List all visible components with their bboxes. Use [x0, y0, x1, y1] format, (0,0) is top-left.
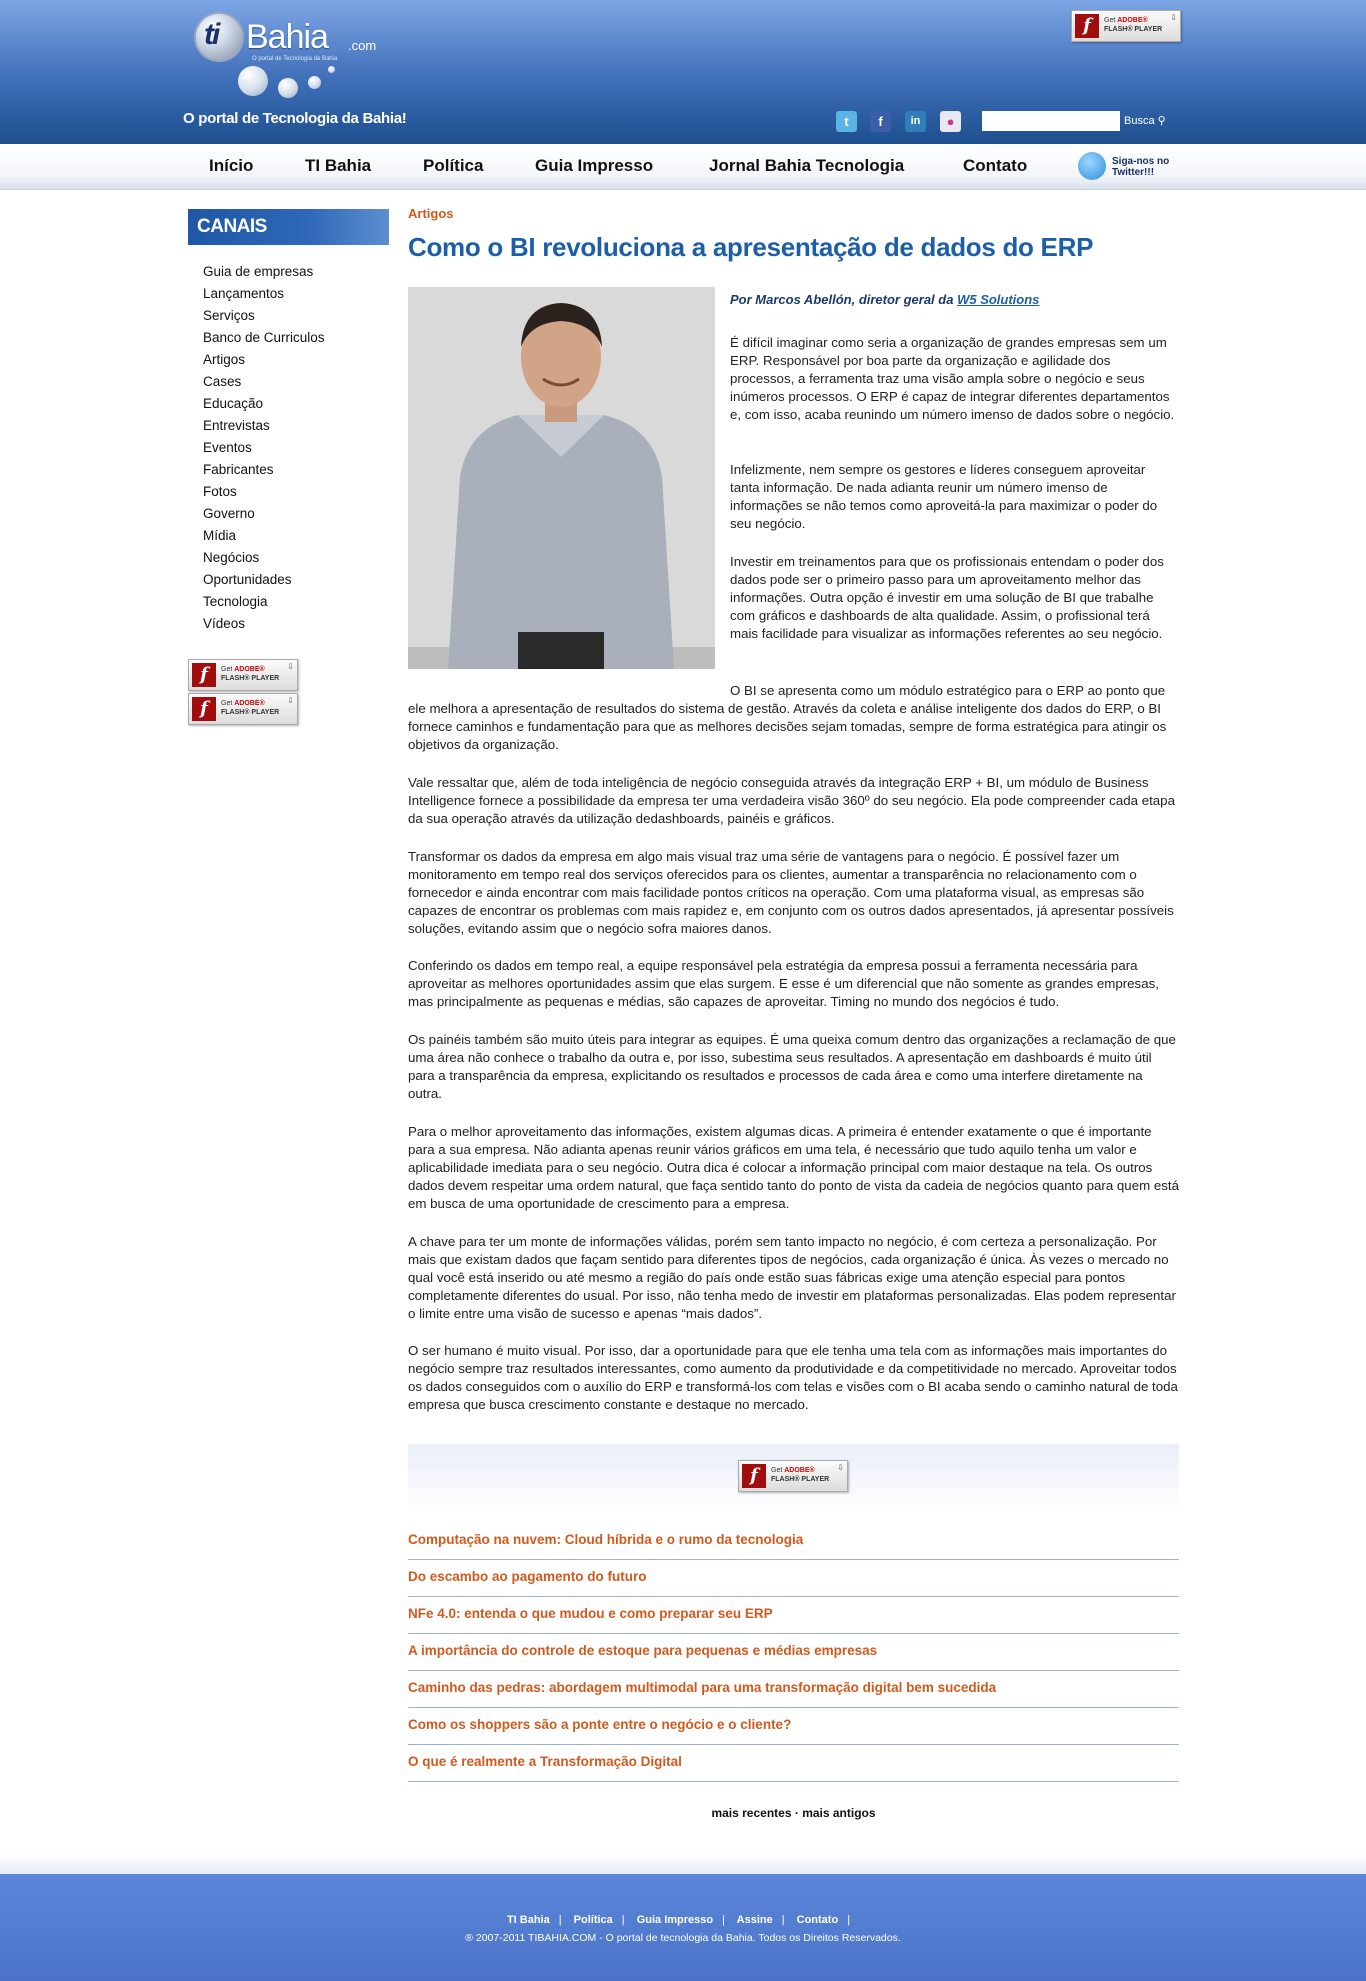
channel-list: [188, 261, 389, 635]
flash-get-label: Get: [771, 1467, 785, 1474]
footer-link-divider: |: [781, 1914, 785, 1926]
flash-player-badge-header[interactable]: [1071, 10, 1181, 42]
article-paragraph: Os painéis também são muito úteis para integrar as equipes. É uma queixa comum dentro das organizações a reclamação de que uma área não conhece o trabalho da outra e, por isso, subestima seus resultados. A apresentação em dashboards é muito útil para a transparência da empresa, explicitando os resultados e processos de cada área e como uma interfere diretamente na outra.: [408, 1032, 1176, 1101]
article-main: [408, 206, 1179, 1820]
channel-item-eventos[interactable]: Eventos: [203, 440, 252, 455]
author-company-link[interactable]: W5 Solutions: [957, 292, 1040, 307]
flash-player-badge-sidebar-2[interactable]: [188, 693, 298, 725]
footer-link-contato[interactable]: Contato: [796, 1914, 839, 1926]
related-article-link[interactable]: Caminho das pedras: abordagem multimodal para uma transformação digital bem sucedida: [408, 1671, 1179, 1708]
flash-icon: f: [192, 663, 216, 687]
channel-item-cases[interactable]: Cases: [203, 374, 242, 389]
footer-link-divider: |: [558, 1914, 562, 1926]
channel-item-banco-de-curriculos[interactable]: Banco de Curriculos: [203, 330, 325, 345]
footer-separator: [0, 1854, 1366, 1874]
channel-item-artigos[interactable]: Artigos: [203, 352, 246, 367]
sidebar-title: CANAIS: [188, 209, 389, 245]
footer-links: [0, 1914, 1366, 1926]
flash-text-line1: [221, 700, 265, 707]
flash-icon: f: [742, 1464, 766, 1488]
search-button-label: Busca: [1124, 115, 1155, 127]
flash-brand: ADOBE®: [784, 1467, 815, 1474]
download-arrow-icon: ⇩: [1170, 13, 1177, 22]
flash-brand: ADOBE®: [1117, 17, 1148, 24]
related-article-link[interactable]: Como os shoppers são a ponte entre o negócio e o cliente?: [408, 1708, 1179, 1745]
article-paragraph: Transformar os dados da empresa em algo mais visual traz uma série de vantagens para o negócio. É possível fazer um monitoramento em tempo real dos serviços oferecidos para os clientes, aumentar a transparência no relacionamento com o fornecedor e ainda encontrar com mais facilidade pontos críticos na operação. Com uma plataforma visual, as empresas são capazes de encontrar os problemas com mais rapidez e, em conjunto com os outros dados apresentados, já apresentar possíveis soluções, evitando assim que o negócio sofra maiores danos.: [408, 849, 1174, 936]
channel-item-fabricantes[interactable]: Fabricantes: [203, 462, 274, 477]
footer-link-politica[interactable]: Política: [573, 1914, 613, 1926]
article-paragraph: Infelizmente, nem sempre os gestores e líderes conseguem aproveitar tanta informação. De nada adianta reunir um número imenso de informações se não temos como aproveitá-la para maximizar o poder do seu negócio.: [730, 462, 1158, 531]
logo-bubble-tiny: [328, 66, 335, 73]
byline-prefix: Por Marcos Abellón, diretor geral da: [730, 292, 958, 307]
flash-text-line2: FLASH® PLAYER: [1104, 26, 1163, 33]
flash-text-line2: FLASH® PLAYER: [221, 709, 280, 716]
footer-link-ti-bahia[interactable]: TI Bahia: [506, 1914, 550, 1926]
logo-bahia: Bahia: [246, 18, 328, 56]
twitter-follow-label: Siga-nos no Twitter!!!: [1112, 156, 1170, 178]
main-nav: [0, 144, 1366, 190]
article-paragraph: Para o melhor aproveitamento das informações, existem algumas dicas. A primeira é entender exatamente o que é importante para a sua empresa. Não adianta apenas reunir vários gráficos em uma tela, é necessário que tudo aquilo tenha um valor e aplicabilidade imediata para o seu negócio. Outra dica é colocar a informação principal com maior destaque na tela. Os outros dados devem respeitar uma ordem natural, que faça sentido tanto do ponto de vista da cadeia de negócios quanto para quem está em busca de uma oportunidade de crescimento para a empresa.: [408, 1124, 1179, 1211]
logo-dotcom: .com: [348, 38, 377, 53]
search-icon: ⚲: [1157, 115, 1166, 127]
older-posts-link[interactable]: mais antigos: [802, 1806, 876, 1820]
logo-bubble-medium: [278, 78, 298, 98]
related-article-link[interactable]: Computação na nuvem: Cloud híbrida e o rumo da tecnologia: [408, 1523, 1179, 1560]
search-button[interactable]: [1124, 111, 1182, 132]
flash-text-line2: FLASH® PLAYER: [221, 675, 280, 682]
nav-item-politica[interactable]: Política: [423, 156, 484, 175]
flash-brand: ADOBE®: [234, 700, 265, 707]
flash-text-line1: [1104, 17, 1148, 24]
flash-get-label: Get: [221, 666, 235, 673]
download-arrow-icon: ⇩: [837, 1463, 844, 1472]
site-header: [0, 0, 1366, 144]
footer-link-assine[interactable]: Assine: [736, 1914, 773, 1926]
author-photo-illustration: [408, 287, 715, 669]
twitter-icon[interactable]: t: [836, 111, 857, 132]
article-paragraph: Investir em treinamentos para que os profissionais entendam o poder dos dados pode ser o primeiro passo para um aproveitamento melhor das informações. Outra opção é investir em uma solução de BI que trabalhe com gráficos e dashboards de alta qualidade. Assim, o profissional terá mais facilidade para visualizar as informações referentes ao seu negócio.: [730, 554, 1164, 641]
pager-separator: ·: [791, 1806, 803, 1820]
download-arrow-icon: ⇩: [287, 662, 294, 671]
twitter-follow-button[interactable]: [1078, 148, 1178, 186]
logo-bubble-large: [238, 66, 268, 96]
logo-ti: ti: [204, 18, 219, 51]
article-paragraph: Conferindo os dados em tempo real, a equipe responsável pela estratégia da empresa possui a ferramenta necessária para aproveitar as melhores oportunidades assim que elas surgem. E esse é um diferencial que não somente as grandes empresas, mas principalmente as pequenas e médias, são capazes de aproveitar. Timing no mundo dos negócios é tudo.: [408, 958, 1159, 1009]
author-photo: [408, 287, 715, 669]
article-paragraph: Vale ressaltar que, além de toda inteligência de negócio conseguida através da integração ERP + BI, um módulo de Business Intelligence fornece a possibilidade da empresa ter uma verdadeira visão 360º do seu negócio. Ela pode compreender cada etapa da sua operação através da utilização dedashboards, painéis e gráficos.: [408, 775, 1175, 826]
footer-link-divider: |: [847, 1914, 851, 1926]
pagination: [408, 1806, 1179, 1820]
article-title: Como o BI revoluciona a apresentação de dados do ERP: [408, 232, 1094, 262]
newer-posts-link[interactable]: mais recentes: [711, 1806, 792, 1820]
logo-disc: [194, 12, 244, 62]
channel-item-oportunidades[interactable]: Oportunidades: [203, 572, 292, 587]
related-article-link[interactable]: NFe 4.0: entenda o que mudou e como preparar seu ERP: [408, 1597, 1179, 1634]
related-article-link[interactable]: Do escambo ao pagamento do futuro: [408, 1560, 1179, 1597]
nav-item-inicio[interactable]: Início: [209, 156, 254, 175]
nav-item-jornal-bahia-tecnologia[interactable]: Jornal Bahia Tecnologia: [709, 156, 905, 175]
footer-link-guia-impresso[interactable]: Guia Impresso: [636, 1914, 714, 1926]
flash-icon: f: [192, 697, 216, 721]
site-tagline: O portal de Tecnologia da Bahia!: [183, 110, 407, 127]
channel-item-guia-de-empresas[interactable]: Guia de empresas: [203, 264, 314, 279]
logo-subtitle: O portal de Tecnologia da Bahia: [252, 56, 338, 62]
channel-item-midia[interactable]: Mídia: [203, 528, 237, 543]
article-paragraph: É difícil imaginar como seria a organização de grandes empresas sem um ERP. Responsável por boa parte da organização e agilidade dos processos, a ferramenta traz uma visão ampla sobre o negócio e seus inúmeros processos. O ERP é capaz de integrar diferentes departamentos e, com isso, acaba reunindo um número imenso de dados sobre o negócio.: [730, 335, 1175, 422]
channel-item-videos[interactable]: Vídeos: [203, 616, 246, 631]
article-paragraph: O ser humano é muito visual. Por isso, dar a oportunidade para que ele tenha uma tela com as informações mais importantes do negócio sempre traz resultados interessantes, como aumento da produtividade e da competitividade no mercado. Aproveitar todos os dados conseguidos com o auxílio do ERP e transformá-los com telas e visões com o BI acaba sendo o caminho natural de toda empresa que busca crescimento constante e destaque no mercado.: [408, 1343, 1178, 1412]
download-arrow-icon: ⇩: [287, 696, 294, 705]
related-article-link[interactable]: A importância do controle de estoque para pequenas e médias empresas: [408, 1634, 1179, 1671]
flash-brand: ADOBE®: [234, 666, 265, 673]
flickr-icon[interactable]: ●: [940, 111, 961, 132]
flash-get-label: Get: [1104, 17, 1118, 24]
channel-item-governo[interactable]: Governo: [203, 506, 255, 521]
nav-item-contato[interactable]: Contato: [963, 156, 1028, 175]
channel-item-educacao[interactable]: Educação: [203, 396, 264, 411]
search-input[interactable]: [982, 111, 1120, 131]
facebook-icon[interactable]: f: [870, 111, 891, 132]
linkedin-icon[interactable]: in: [905, 111, 926, 132]
flash-text-line2: FLASH® PLAYER: [771, 1476, 830, 1483]
flash-text-line1: [771, 1467, 815, 1474]
related-article-link[interactable]: O que é realmente a Transformação Digital: [408, 1745, 1179, 1782]
channel-item-servicos[interactable]: Serviços: [203, 308, 255, 323]
flash-player-badge-bottom[interactable]: [738, 1460, 848, 1492]
nav-item-guia-impresso[interactable]: Guia Impresso: [535, 156, 654, 175]
channel-item-lancamentos[interactable]: Lançamentos: [203, 286, 285, 301]
logo-bubble-small: [308, 76, 321, 89]
sidebar: [188, 209, 389, 719]
twitter-bird-icon: [1078, 152, 1106, 180]
article-category[interactable]: Artigos: [408, 206, 454, 221]
channel-item-negocios[interactable]: Negócios: [203, 550, 260, 565]
flash-icon: f: [1075, 14, 1099, 38]
article-paragraph: A chave para ter um monte de informações válidas, porém sem tanto impacto no negócio, é com certeza a personalização. Por mais que existam dados que façam sentido para diferentes tipos de negócios, cada organização é única. Às vezes o mercado no qual você está inserido ou até mesmo a região do país onde estão suas fábricas exige uma atenção especial para pontos completamente diferentes do usual. Por isso, não tenha medo de investir em plataformas personalizadas. Elas podem representar o limite entre uma visão de sucesso e apenas “mais dados”.: [408, 1234, 1176, 1321]
footer-link-divider: |: [621, 1914, 625, 1926]
bottom-ad-banner: [408, 1444, 1179, 1511]
site-footer: [0, 1874, 1366, 1981]
flash-text-line1: [221, 666, 265, 673]
copyright-text: ® 2007-2011 TIBAHIA.COM - O portal de tecnologia da Bahia. Todos os Direitos Reservados.: [465, 1932, 901, 1944]
channel-item-tecnologia[interactable]: Tecnologia: [203, 594, 268, 609]
flash-player-badge-sidebar-1[interactable]: [188, 659, 298, 691]
nav-item-ti-bahia[interactable]: TI Bahia: [305, 156, 372, 175]
channel-item-fotos[interactable]: Fotos: [203, 484, 237, 499]
channel-item-entrevistas[interactable]: Entrevistas: [203, 418, 270, 433]
footer-link-divider: |: [722, 1914, 725, 1926]
flash-get-label: Get: [221, 700, 235, 707]
article-byline: [730, 292, 1039, 307]
article-paragraph: O BI se apresenta como um módulo estratégico para o ERP ao ponto que ele melhora a apresentação de resultados do sistema de gestão. Através da coleta e análise inteligente dos dados do ERP, o BI fornece caminhos e fundamentação para que as melhores decisões sejam tomadas, sempre de forma estratégica para atingir os objetivos da organização.: [408, 683, 1167, 752]
